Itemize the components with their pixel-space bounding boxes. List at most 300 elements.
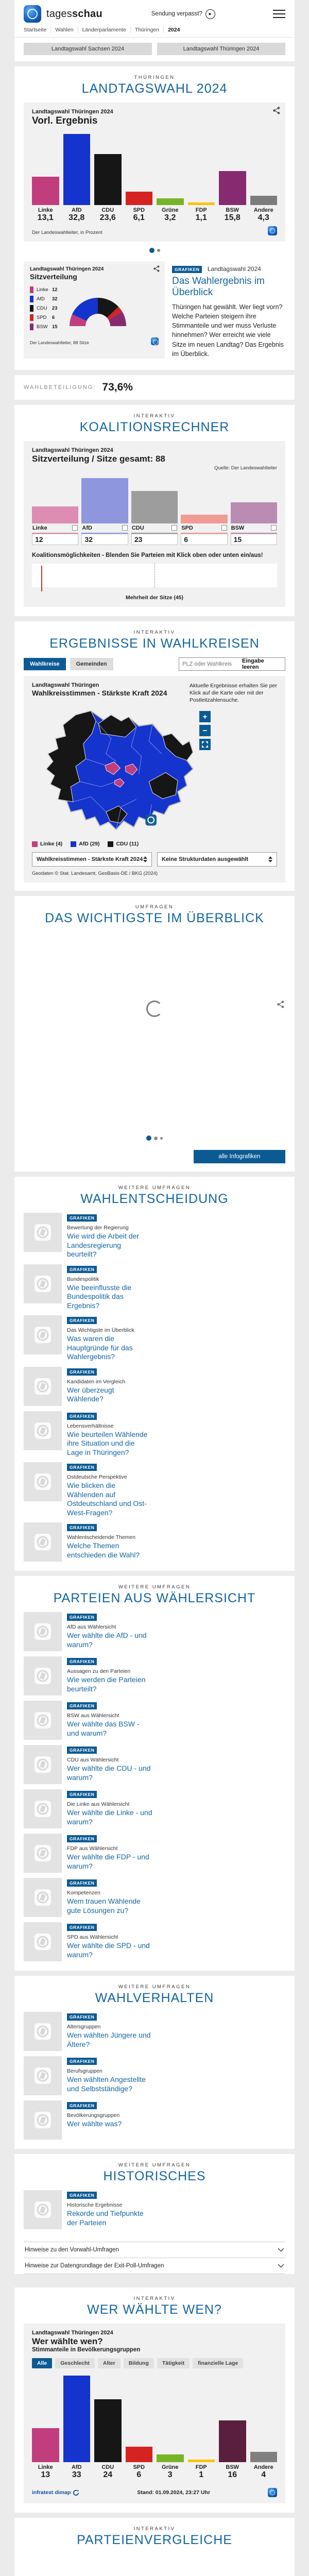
seat-legend-row	[30, 314, 58, 321]
section-kicker: THÜRINGEN	[134, 75, 175, 80]
result-source: Der Landeswahlleiter, in Prozent	[32, 230, 102, 235]
party-name: SPD	[181, 524, 193, 531]
grafiken-badge: GRAFIKEN	[67, 1702, 97, 1709]
teaser-thumbnail[interactable]	[24, 1213, 62, 1252]
grafiken-badge: GRAFIKEN	[67, 1614, 97, 1621]
map-legend-label: CDU (11)	[116, 841, 139, 848]
brand-wordmark[interactable]	[46, 8, 102, 20]
teaser-kicker: Bewertung der Regierung	[67, 1225, 129, 1231]
grafiken-badge: GRAFIKEN	[67, 1368, 97, 1376]
section-wahlkreise	[14, 621, 295, 891]
teaser-text: Thüringen hat gewählt. Wer liegt vorn? Welche Parteien steigern ihre Stimmanteile und wer muss Verluste hinnehmen? Wer erreicht wie viele Sitze im neuen Landtag? Das Ergebnis im Überblick.	[172, 303, 284, 358]
party-name: BSW	[231, 524, 245, 531]
teaser-thumbnail[interactable]	[24, 1834, 62, 1873]
party-color-swatch	[32, 841, 38, 847]
card-title: Wer wählte wen?	[32, 2336, 103, 2347]
breadcrumb-item[interactable]: Thüringen	[131, 27, 164, 33]
koalition-card	[24, 441, 285, 607]
bar-BSW: BSW 15,8	[219, 134, 246, 223]
teaser-item[interactable]	[24, 1411, 152, 1458]
teaser-thumbnail[interactable]	[24, 1612, 62, 1651]
select-arrows-icon	[268, 856, 272, 862]
section-kicker: INTERAKTIV	[133, 2526, 176, 2532]
bar-SPD: SPD 6	[126, 2376, 153, 2480]
carousel-dot[interactable]	[149, 248, 154, 253]
turnout-value: 73,6%	[102, 381, 133, 393]
teaser-thumbnail[interactable]	[24, 1411, 62, 1450]
teaser-title[interactable]: Wer wählte das BSW - und warum?	[67, 1720, 140, 1737]
map-instruction: Aktuelle Ergebnisse erhalten Sie per Klick auf die Karte oder mit der Postleitzahlensuche.	[190, 682, 277, 704]
infratest-icon	[73, 2489, 79, 2496]
teaser-kicker: Lebensverhältnisse	[67, 1422, 114, 1429]
globe-icon	[33, 1667, 52, 1685]
map-legend-item	[32, 841, 62, 847]
teaser-title[interactable]: Wer wählte die CDU - und warum?	[67, 1764, 151, 1782]
teaser-title[interactable]: Wer wählte die SPD - und warum?	[67, 1941, 150, 1959]
play-icon[interactable]: ▶	[205, 9, 215, 19]
teaser-title[interactable]: Wen wählten Angestellte und Selbstständige?	[67, 2075, 146, 2093]
teaser-title[interactable]: Was waren die Hauptgründe für das Wahlergebnis?	[67, 1334, 133, 1361]
teaser-grid	[14, 1612, 295, 1971]
teaser-thumbnail[interactable]	[24, 1462, 62, 1501]
section-title: WAHLVERHALTEN	[95, 1991, 214, 2006]
teaser-thumbnail[interactable]	[24, 1656, 62, 1696]
coalition-party-SPD[interactable]	[181, 478, 227, 545]
filter-pill-finanzielle Lage[interactable]: finanzielle Lage	[193, 2358, 243, 2368]
section-kicker: WEITERE UMFRAGEN	[118, 2162, 191, 2168]
section-title: HISTORISCHES	[103, 2169, 206, 2184]
structure-data-value: Keine Strukturdaten ausgewählt	[162, 856, 249, 863]
filter-pills	[32, 2358, 277, 2368]
tagesschau-watermark-icon	[151, 337, 159, 345]
bar-Andere: Andere 4	[250, 2376, 278, 2480]
map-card	[24, 676, 285, 883]
teaser-kicker: Berufsgruppen	[67, 2068, 102, 2075]
section-kicker: INTERAKTIV	[133, 413, 176, 419]
bar-FDP: FDP 1	[188, 2376, 215, 2480]
globe-icon	[33, 2066, 52, 2085]
teaser-kicker: SPD aus Wählersicht	[67, 1934, 118, 1941]
plz-search-input[interactable]	[179, 661, 242, 667]
section-koalitionsrechner	[14, 405, 295, 616]
teaser-item[interactable]	[24, 2190, 152, 2229]
teaser-kicker: AfD aus Wählersicht	[67, 1624, 116, 1631]
seat-legend-row	[30, 286, 58, 293]
breadcrumb-item[interactable]: Wahlen	[51, 27, 78, 33]
teaser-title[interactable]: Wie beeinflusste die Bundespolitik das Ergebnis?	[67, 1283, 132, 1310]
coalition-party-Linke[interactable]	[32, 478, 78, 545]
teaser-item[interactable]	[24, 1701, 152, 1740]
teaser-item[interactable]	[24, 2056, 152, 2095]
axis-line	[41, 566, 42, 591]
breadcrumb-item[interactable]: 2024	[168, 27, 180, 33]
teaser-item[interactable]	[24, 1922, 152, 1961]
koalition-kicker: Landtagswahl Thüringen 2024	[32, 447, 113, 453]
globe-icon	[33, 1888, 52, 1907]
teaser-kicker: Bevölkerungsgruppen	[67, 2112, 120, 2119]
section-ergebnis	[14, 66, 295, 370]
teaser-title[interactable]: Das Wahlergebnis im Überblick	[172, 276, 265, 298]
map-legend-item	[71, 841, 99, 847]
party-name: SPD	[37, 315, 47, 320]
bar-Linke: Linke 13	[32, 2376, 59, 2480]
grafiken-badge: GRAFIKEN	[67, 1924, 97, 1931]
party-color-swatch	[30, 305, 33, 312]
section-kicker: WEITERE UMFRAGEN	[118, 1584, 191, 1590]
teaser-title[interactable]: Wer überzeugt Wählende?	[67, 1385, 114, 1403]
teaser-title[interactable]: Wem trauen Wählende gute Lösungen zu?	[67, 1897, 141, 1914]
map-legend	[32, 841, 277, 847]
teaser-title[interactable]: Wie wird die Arbeit der Landesregierung beurteilt?	[67, 1232, 140, 1259]
bar-Grüne: Grüne 3	[157, 2376, 184, 2480]
globe-icon	[33, 1421, 52, 1440]
accordion-row[interactable]	[24, 2258, 285, 2274]
party-checkbox[interactable]	[171, 525, 177, 531]
teaser-kicker: Ostdeutsche Perspektive	[67, 1474, 127, 1481]
teaser-item[interactable]	[24, 1612, 152, 1651]
map-mode-select[interactable]	[32, 852, 152, 867]
teaser-item[interactable]	[24, 1789, 152, 1828]
teaser-item[interactable]	[24, 1462, 152, 1517]
result-card	[24, 103, 285, 242]
teaser-title[interactable]: Wer wählte die FDP - und warum?	[67, 1853, 149, 1870]
coalition-party-AfD[interactable]	[81, 478, 128, 545]
teaser-item[interactable]	[24, 1213, 152, 1259]
teaser-kicker: Kompetenzen	[67, 1890, 100, 1896]
section-kicker: WEITERE UMFRAGEN	[118, 1984, 191, 1990]
grafiken-badge: GRAFIKEN	[67, 1879, 97, 1887]
tab-landtagswahl-sachsen[interactable]: Landtagswahl Sachsen 2024	[24, 43, 152, 55]
map-legend-item	[108, 841, 139, 847]
section-kicker: INTERAKTIV	[133, 2296, 176, 2302]
teaser-title[interactable]: Rekorde und Tiefpunkte der Parteien	[67, 2209, 144, 2227]
teaser-item[interactable]	[24, 1878, 152, 1917]
bar-FDP: FDP 1,1	[188, 134, 215, 223]
grafiken-badge: GRAFIKEN	[67, 2102, 97, 2109]
teaser-kicker: FDP aus Wählersicht	[67, 1845, 118, 1852]
map-kicker: Landtagswahl Thüringen	[32, 682, 99, 688]
grafiken-badge: GRAFIKEN	[67, 1214, 97, 1222]
grafiken-badge: GRAFIKEN	[67, 2058, 97, 2065]
section-title: KOALITIONSRECHNER	[79, 419, 230, 434]
bar-SPD: SPD 6,1	[126, 134, 153, 223]
teaser-thumbnail[interactable]	[24, 2190, 62, 2229]
filter-pill-Alle[interactable]: Alle	[32, 2358, 52, 2368]
party-seats: 15	[52, 324, 58, 330]
breadcrumb-item[interactable]: Länderparlamente	[78, 27, 131, 33]
seat-legend-row	[30, 296, 58, 302]
tab-gemeinden[interactable]: Gemeinden	[70, 658, 113, 670]
teaser-title[interactable]: Wer wählte was?	[67, 2120, 122, 2128]
section-kicker: INTERAKTIV	[133, 629, 176, 635]
grafiken-badge: GRAFIKEN	[67, 1835, 97, 1842]
hinweise-accordions	[24, 2242, 285, 2274]
section-title: PARTEIEN AUS WÄHLERSICHT	[53, 1591, 256, 1606]
party-seats: 32	[52, 296, 58, 302]
carousel-dot[interactable]	[160, 1137, 163, 1140]
teaser-item[interactable]	[24, 1656, 152, 1696]
thuringia-map[interactable]	[35, 706, 197, 837]
zoom-out-button[interactable]: −	[199, 725, 211, 736]
section-parteienvergleiche	[14, 2518, 295, 2576]
teaser-kicker: Kandidaten im Vergleich	[67, 1378, 126, 1385]
tagesschau-watermark-icon	[268, 226, 277, 235]
tagesschau-logo-icon[interactable]	[24, 5, 41, 23]
carousel-dot[interactable]	[154, 1137, 158, 1140]
seat-source: Der Landeswahlleiter, 88 Sitze	[30, 340, 89, 345]
globe-icon	[33, 1377, 52, 1396]
teaser-item[interactable]	[24, 1745, 152, 1784]
result-card-kicker: Landtagswahl Thüringen 2024	[32, 109, 113, 115]
teaser-item[interactable]	[24, 1522, 152, 1562]
teaser-kicker: CDU aus Wählersicht	[67, 1757, 119, 1764]
filter-pill-Geschlecht[interactable]: Geschlecht	[55, 2358, 95, 2368]
section-kicker: UMFRAGEN	[135, 904, 174, 910]
teaser-title[interactable]: Wer wählte die AfD - und warum?	[67, 1631, 147, 1649]
globe-icon	[33, 1800, 52, 1818]
map-legend-label: Linke (4)	[40, 841, 63, 848]
breadcrumb	[14, 26, 295, 38]
teaser-thumbnail[interactable]	[24, 1878, 62, 1917]
turnout-bar	[14, 375, 295, 400]
globe-icon	[33, 1472, 52, 1491]
teaser-thumbnail[interactable]	[24, 1789, 62, 1828]
coalition-party-CDU[interactable]	[131, 478, 178, 545]
teaser-grid	[14, 2012, 295, 2149]
carousel-dot[interactable]	[146, 1136, 151, 1141]
teaser-title[interactable]: Wie blicken die Wählenden auf Ostdeutschland und Ost-West-Fragen?	[67, 1481, 147, 1517]
teaser-title[interactable]: Wie werden die Parteien beurteilt?	[67, 1675, 146, 1693]
breadcrumb-item[interactable]: Startseite	[24, 27, 51, 33]
site-header	[14, 0, 295, 61]
wer-waehlte-wen-chart	[32, 2376, 277, 2480]
wer-waehlte-wen-card	[24, 2324, 285, 2503]
section-wahlentscheidung	[14, 1177, 295, 1571]
seat-card-kicker: Landtagswahl Thüringen 2024	[30, 266, 104, 272]
bar-Linke: Linke 13,1	[32, 134, 59, 223]
majority-line	[154, 564, 155, 587]
party-color-swatch	[30, 324, 33, 330]
chevron-down-icon	[278, 2264, 284, 2268]
turnout-label: WAHLBETEILIGUNG:	[24, 384, 96, 391]
seat-legend-row	[30, 305, 58, 312]
teaser-item[interactable]	[24, 1367, 152, 1406]
teaser-kicker: Altersgruppen	[67, 2024, 101, 2030]
section-kicker: WEITERE UMFRAGEN	[118, 1185, 191, 1191]
plz-search	[179, 657, 285, 671]
teaser-thumbnail[interactable]	[24, 1315, 62, 1354]
section-title: ERGEBNISSE IN WAHLKREISEN	[49, 636, 260, 651]
teaser-thumbnail[interactable]	[24, 1745, 62, 1784]
filter-pill-Tätigkeit[interactable]: Tätigkeit	[157, 2358, 190, 2368]
accordion-row[interactable]	[24, 2242, 285, 2258]
teaser-kicker: Landtagswahl 2024	[207, 265, 261, 273]
teaser-thumbnail[interactable]	[24, 1701, 62, 1740]
section-title: LANDTAGSWAHL 2024	[81, 81, 228, 96]
hero-carousel-dots[interactable]	[14, 242, 295, 259]
card-subtitle: Stimmanteile in Bevölkerungsgruppen	[32, 2347, 141, 2353]
party-seats-value[interactable]: 6	[181, 534, 227, 545]
teaser-thumbnail[interactable]	[24, 2100, 62, 2140]
teaser-title[interactable]: Wer wählte die Linke - und warum?	[67, 1808, 152, 1826]
teaser-item[interactable]	[24, 1264, 152, 1311]
infratest-dimap-label: infratest dimap	[32, 2489, 71, 2496]
party-seats: 6	[52, 315, 55, 320]
koalition-hint: Koalitionsmöglichkeiten - Blenden Sie Parteien mit Klick oben oder unten ein/aus!	[32, 552, 263, 558]
grafiken-badge: GRAFIKEN	[67, 1524, 97, 1531]
majority-label: Mehrheit der Sitze (45)	[125, 594, 184, 601]
teaser-grid	[14, 1213, 295, 1571]
globe-icon	[33, 1223, 52, 1242]
teaser-kicker: Historische Ergebnisse	[67, 2202, 123, 2209]
section-title: WAHLENTSCHEIDUNG	[80, 1192, 229, 1207]
party-seats-value[interactable]: 32	[81, 534, 128, 545]
teaser-kicker: Das Wichtigste im Überblick	[67, 1327, 134, 1334]
filter-pill-Alter[interactable]: Alter	[98, 2358, 121, 2368]
filter-pill-Bildung[interactable]: Bildung	[124, 2358, 154, 2368]
party-name: BSW	[37, 324, 48, 330]
broadcast-link-label: Sendung verpasst?	[151, 11, 202, 17]
teaser-title[interactable]: Wen wählten Jüngere und Ältere?	[67, 2031, 151, 2048]
party-color-swatch	[30, 314, 33, 321]
party-seats-value[interactable]: 15	[231, 534, 277, 545]
bar-BSW: BSW 16	[219, 2376, 246, 2480]
koalition-result-area	[32, 564, 277, 587]
party-checkbox[interactable]	[72, 525, 78, 531]
loading-spinner	[146, 1001, 163, 1017]
share-icon[interactable]	[153, 265, 160, 275]
section-title: WER WÄHLTE WEN?	[87, 2302, 222, 2317]
party-seats-value[interactable]: 12	[32, 534, 78, 545]
grafiken-badge: GRAFIKEN	[172, 266, 202, 273]
umfragen-carousel-dots[interactable]	[14, 1129, 295, 1147]
expand-icon	[202, 741, 208, 748]
koalition-source: Quelle: Der Landeswahlleiter	[214, 465, 277, 471]
map-legend-label: AfD (29)	[79, 841, 100, 848]
brand-regular: tages	[46, 8, 72, 20]
share-icon[interactable]	[273, 107, 280, 117]
carousel-dot[interactable]	[157, 249, 160, 252]
teaser-thumbnail[interactable]	[24, 1922, 62, 1961]
card-kicker: Landtagswahl Thüringen 2024	[32, 2330, 113, 2336]
accordion-label: Hinweise zu den Vorwahl-Umfragen	[25, 2247, 119, 2253]
bar-Andere: Andere 4,3	[250, 134, 278, 223]
clear-input-button[interactable]: Eingabe leeren	[242, 657, 264, 670]
brand-bold: schau	[72, 8, 102, 20]
party-checkbox[interactable]	[271, 525, 277, 531]
map-source: Geodaten © Stat. Landesamt, GeoBasis-DE / BKG (2024)	[32, 871, 158, 877]
teaser-kicker: Aussagen zu den Parteien	[67, 1668, 131, 1675]
grafiken-badge: GRAFIKEN	[67, 1658, 97, 1665]
bar-CDU: CDU 24	[94, 2376, 122, 2480]
teaser-kicker: Die Linke aus Wählersicht	[67, 1801, 130, 1808]
coalition-chart	[32, 478, 277, 545]
party-seats-value[interactable]: 23	[131, 534, 178, 545]
party-name: Linke	[37, 287, 48, 293]
coalition-party-BSW[interactable]	[231, 478, 277, 545]
party-color-swatch	[108, 841, 113, 847]
teaser-grid	[14, 2190, 295, 2239]
party-checkbox[interactable]	[221, 525, 227, 531]
result-bar-chart	[32, 134, 277, 223]
party-name: CDU	[131, 524, 144, 531]
tagesschau-watermark-icon	[268, 2488, 277, 2497]
section-wahlverhalten	[14, 1976, 295, 2149]
party-name: AfD	[82, 524, 92, 531]
party-name: Linke	[32, 524, 47, 531]
share-icon[interactable]	[277, 1001, 284, 1011]
grafiken-badge: GRAFIKEN	[67, 1317, 97, 1324]
globe-icon	[33, 2111, 52, 2129]
teaser-thumbnail[interactable]	[24, 2012, 62, 2051]
grafiken-badge: GRAFIKEN	[67, 1747, 97, 1754]
globe-icon	[33, 1844, 52, 1862]
select-arrows-icon	[143, 856, 147, 862]
zoom-in-button[interactable]: +	[199, 711, 211, 722]
teaser-item[interactable]	[24, 2012, 152, 2051]
section-umfragen	[14, 896, 295, 1172]
section-title: PARTEIENVERGLEICHE	[77, 2533, 232, 2548]
tab-wahlkreise[interactable]: Wahlkreise	[24, 658, 66, 670]
seat-distribution-card	[24, 261, 165, 359]
globe-icon	[33, 1533, 52, 1551]
menu-icon[interactable]	[273, 7, 285, 20]
teaser-item[interactable]	[24, 2100, 152, 2140]
koalition-title: Sitzverteilung / Sitze gesamt: 88	[32, 453, 165, 464]
party-checkbox[interactable]	[122, 525, 128, 531]
teaser-thumbnail[interactable]	[24, 1522, 62, 1562]
grafiken-badge: GRAFIKEN	[67, 2192, 97, 2199]
data-timestamp: Stand: 01.09.2024, 23:27 Uhr	[137, 2489, 211, 2496]
teaser-thumbnail[interactable]	[24, 1367, 62, 1406]
alle-infografiken-button[interactable]: alle Infografiken	[194, 1150, 285, 1163]
map-mode-value: Wahlkreisstimmen - Stärkste Kraft 2024	[37, 856, 143, 863]
grafiken-badge: GRAFIKEN	[67, 1464, 97, 1471]
globe-icon	[33, 2200, 52, 2219]
broadcast-link[interactable]	[151, 9, 215, 19]
section-parteien-waehlersicht	[14, 1576, 295, 1971]
teaser-title[interactable]: Wie beurteilen Wählende ihre Situation und die Lage in Thüringen?	[67, 1430, 148, 1456]
grafiken-badge: GRAFIKEN	[67, 1791, 97, 1798]
grafiken-badge: GRAFIKEN	[67, 1266, 97, 1273]
teaser-thumbnail[interactable]	[24, 1264, 62, 1303]
teaser-thumbnail[interactable]	[24, 2056, 62, 2095]
party-name: CDU	[37, 306, 47, 311]
party-seats: 23	[52, 306, 58, 311]
teaser-kicker: Bundespolitik	[67, 1276, 99, 1282]
party-color-swatch	[71, 841, 76, 847]
globe-icon	[33, 1755, 52, 1774]
structure-data-select[interactable]	[157, 852, 277, 867]
teaser-title[interactable]: Welche Themen entschieden die Wahl?	[67, 1541, 140, 1559]
bar-CDU: CDU 23,6	[94, 134, 122, 223]
globe-icon	[33, 1933, 52, 1951]
party-seats: 12	[52, 287, 58, 293]
infratest-dimap-logo	[32, 2489, 79, 2496]
party-color-swatch	[30, 296, 33, 302]
teaser-item[interactable]	[24, 1834, 152, 1873]
map-title: Wahlkreisstimmen - Stärkste Kraft 2024	[32, 688, 167, 697]
section-title: DAS WICHTIGSTE IM ÜBERBLICK	[45, 911, 264, 926]
teaser-item[interactable]	[24, 1315, 152, 1362]
tab-landtagswahl-thueringen[interactable]: Landtagswahl Thüringen 2024	[157, 43, 285, 55]
party-color-swatch	[30, 286, 33, 293]
seat-card-title: Sitzverteilung	[30, 273, 77, 281]
chevron-down-icon	[278, 2248, 284, 2252]
zoom-reset-button[interactable]	[199, 739, 211, 750]
seat-legend	[30, 284, 58, 333]
bar-AfD: AfD 33	[63, 2376, 91, 2480]
